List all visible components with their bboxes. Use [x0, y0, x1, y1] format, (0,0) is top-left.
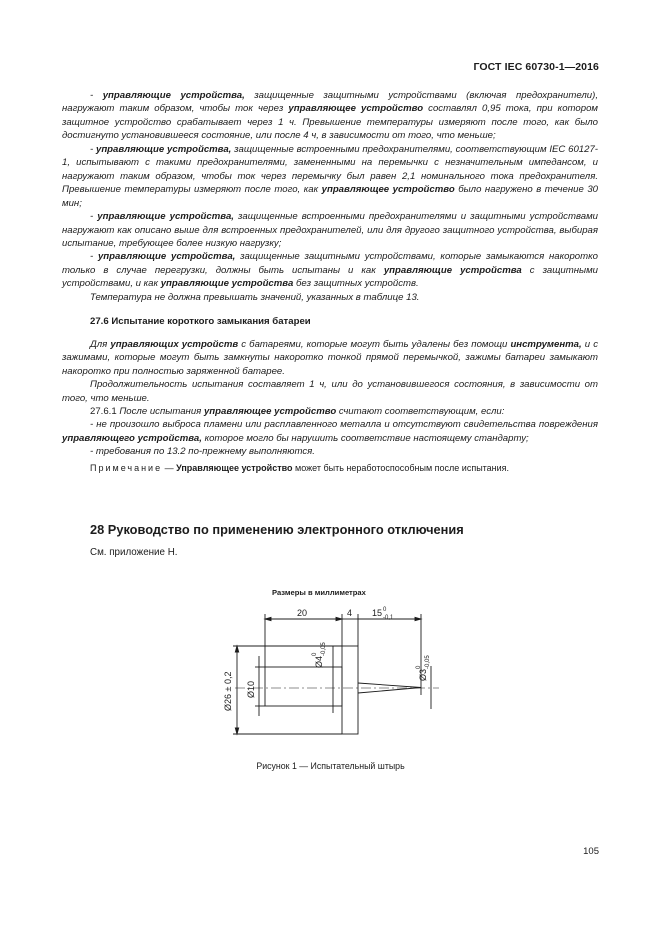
dim-d10-label: Ø10	[246, 680, 256, 698]
standard-code: ГОСТ IEC 60730-1—2016	[473, 61, 599, 73]
dim-15-upper: 0	[383, 607, 387, 613]
figure-units-label: Размеры в миллиметрах	[272, 588, 366, 597]
paragraph-fuses-and-protectors: - управляющие устройства, защищенные встроенными предохранителями и защитными устройствами нагружают как описано выше для встроенных предохранителей, или для другого защитного устройства, выбирая испытание, требующее более низкую нагрузку;	[62, 211, 598, 249]
dim-4-label: 4	[347, 608, 353, 618]
paragraph-27-6-1: 27.6.1 После испытания управляющее устройство считают соответствующим, если:	[90, 405, 505, 417]
test-pin-drawing	[215, 586, 447, 746]
dim-d4-label: Ø4	[314, 655, 324, 668]
paragraph-temperature-limit: Температура не должна превышать значений, указанных в таблице 13.	[90, 291, 420, 303]
section-heading-27-6: 27.6 Испытание короткого замыкания батареи	[90, 316, 311, 328]
paragraph-integral-fuses: - управляющие устройства, защищенные встроенными предохранителями, соответствующим IEC 60127-1, испытывают с такими предохранителями, замененными на перемычки с незначительным импедансом, и нагружают таким образом, чтобы ток через перемычку был равен 2,1 номинального тока предохранителя. Превышение температуры измеряют после того, как управляющее устройство было нагружено в течение 30 мин;	[62, 143, 598, 209]
paragraph-no-flame: - не произошло выброса пламени или расплавленного металла и отсутствуют свидетельства повреждения управляющего устройства, которое могло бы нарушить соответствие настоящему стандарту;	[62, 419, 598, 444]
dim-d26-label: Ø26 ± 0,2	[223, 671, 233, 711]
paragraph-test-duration: Продолжительность испытания составляет 1 ч, или до установившегося состояния, в зависимости от того, что меньше.	[62, 379, 598, 404]
pin-body	[265, 667, 342, 706]
dim-d3-lower: -0,05	[425, 655, 431, 669]
page-number: 105	[583, 846, 599, 857]
dim-d4-upper: 0	[312, 652, 318, 656]
pin-collar	[342, 646, 358, 734]
main-text	[62, 89, 598, 475]
note: Примечание — Управляющее устройство может быть неработоспособным после испытания.	[90, 462, 510, 473]
dim-d3-label: Ø3	[418, 668, 428, 681]
section-heading-28: 28 Руководство по применению электронного отключения	[90, 522, 464, 537]
paragraph-overload-protectors: - управляющие устройства, защищенные защитными устройствами, которые замыкаются накоротко только в случае перегрузки, должны быть испытаны и как управляющие устройства с защитными устройствами, и как управляющие устройства без защитных устройств.	[62, 251, 598, 290]
dim-20-label: 20	[297, 608, 308, 618]
dim-d4-lower: -0,05	[321, 642, 327, 656]
dim-15-label: 15	[372, 608, 383, 618]
dim-d3-upper: 0	[416, 665, 422, 669]
see-annex: См. приложение Н.	[90, 547, 178, 558]
paragraph-battery-short: Для управляющих устройств с батареями, которые могут быть удалены без помощи инструмента, и с зажимами, которые могут быть замкнуты накоротко тонкой прямой перемычкой, зажимы батареи замыкают накоротко при полностью заряженной батарее.	[62, 338, 598, 377]
paragraph-protected-devices: - управляющие устройства, защищенные защитными устройствами (включая предохранители), нагружают таким образом, чтобы ток через управляющее устройство составлял 0,95 тока, при котором защитное устройство срабатывает через 1 ч. Превышение температуры измеряют после того, как было достигнуто установившееся состояние, или после 4 ч, в зависимости от того, что меньше;	[62, 90, 598, 142]
figure-caption: Рисунок 1 — Испытательный штырь	[256, 761, 405, 771]
paragraph-requirements-13-2: - требования по 13.2 по-прежнему выполняются.	[90, 446, 315, 458]
test-pin-figure	[215, 586, 447, 746]
dim-15-lower: -0,1	[383, 615, 394, 621]
